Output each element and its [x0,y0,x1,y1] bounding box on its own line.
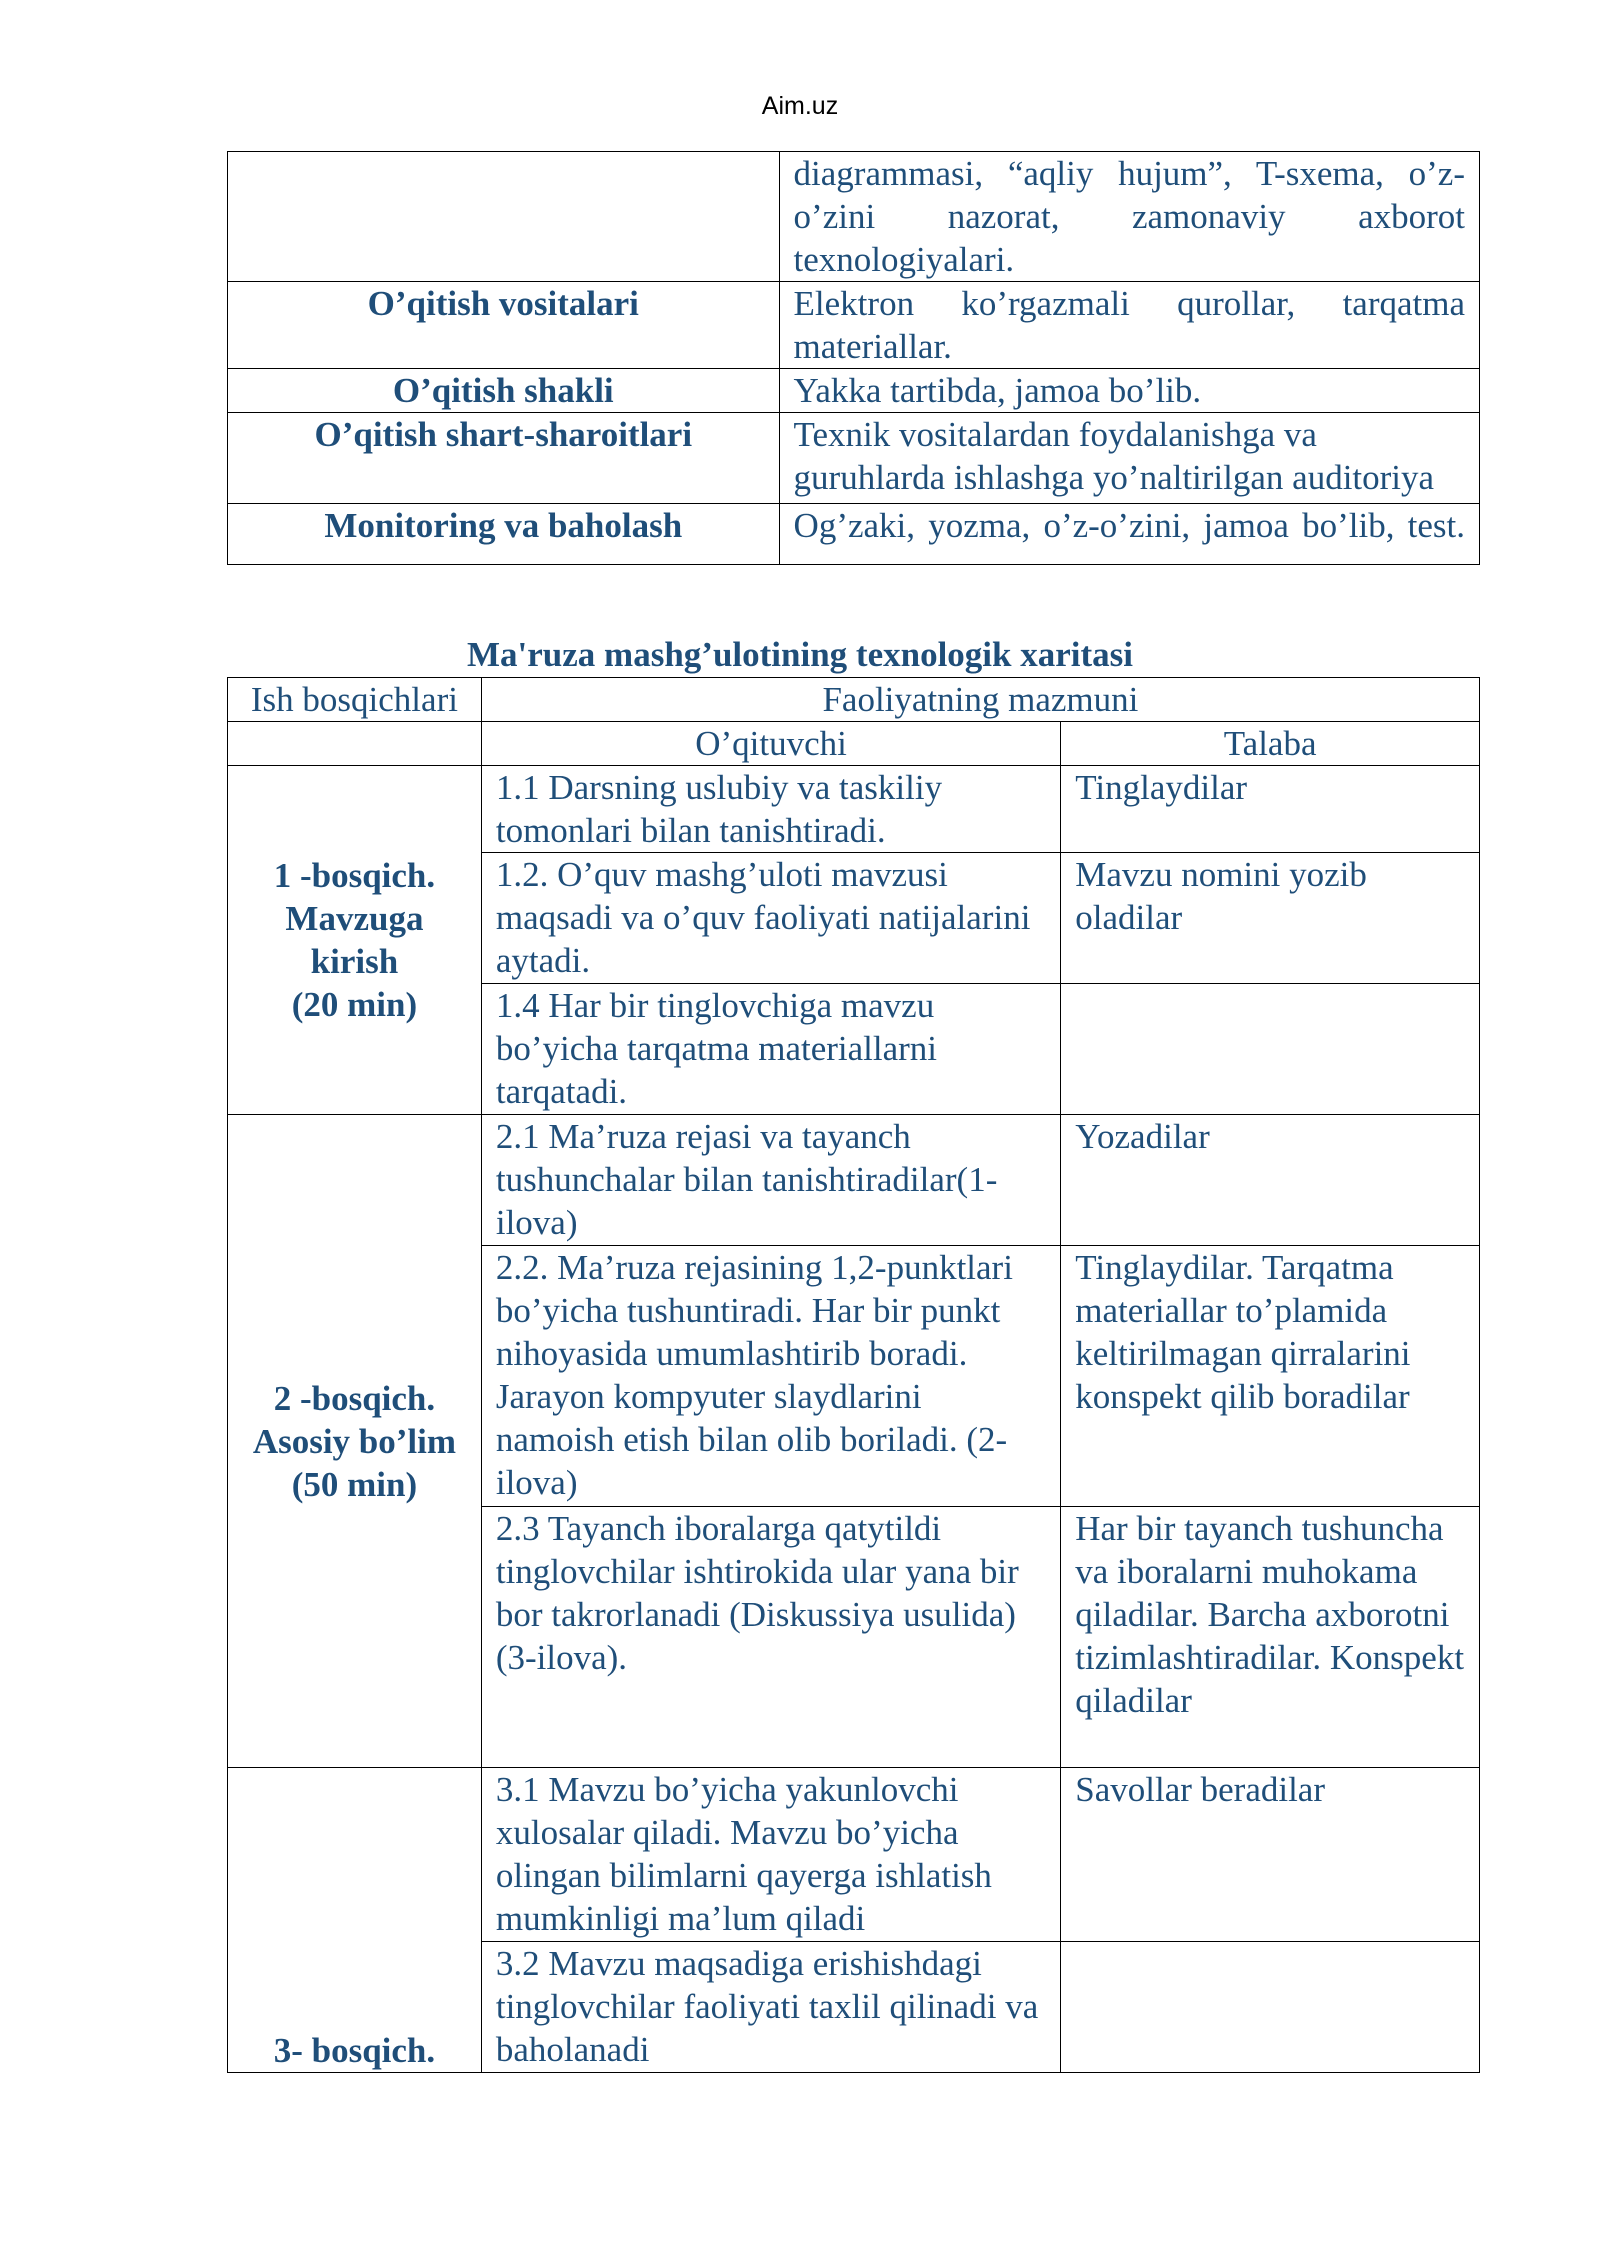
header-content: Faoliyatning mazmuni [481,678,1479,722]
student-activity [1061,984,1480,1115]
info-value: diagrammasi, “aqliy hujum”, T-sxema, o’z-o’zini nazorat, zamonaviy axborot texnologiyalari. [779,152,1479,282]
student-activity [1061,1942,1480,2073]
technology-map-title: Ma'ruza mashg’ulotining texnologik xaritasi [467,635,1133,674]
info-label: O’qitish shart-sharoitlari [228,413,780,504]
info-value: Elektron ko’rgazmali qurollar, tarqatma materiallar. [779,282,1479,369]
stage-title-line: 1 -bosqich. [273,856,436,895]
stage-title-line: Mavzuga [285,899,424,938]
header-teacher: O’qituvchi [481,722,1060,766]
page-header-site: Aim.uz [761,92,839,120]
info-label: O’qitish shakli [228,369,780,413]
teacher-activity: 1.4 Har bir tinglovchiga mavzu bo’yicha tarqatma materiallarni tarqatadi. [481,984,1060,1115]
table-row [228,282,1480,369]
student-activity: Savollar beradilar [1061,1768,1480,1942]
header-empty [228,722,482,766]
teacher-activity: 3.2 Mavzu maqsadiga erishishdagi tinglovchilar faoliyati taxlil qilinadi va baholanadi [481,1942,1060,2073]
table-header-row [228,678,1480,722]
table-row [228,1115,1480,1246]
table-row [228,413,1480,504]
info-label: Monitoring va baholash [228,504,780,565]
stage-title-line: (50 min) [291,1464,418,1504]
student-activity: Har bir tayanch tushuncha va iboralarni muhokama qiladilar. Barcha axborotni tizimlashtiradilar. Konspekt qiladilar [1061,1507,1480,1768]
student-activity: Mavzu nomini yozib oladilar [1061,853,1480,984]
stage-title-line: 3- bosqich. [273,2031,436,2070]
teacher-activity: 2.3 Tayanch iboralarga qatytildi tinglovchilar ishtirokida ular yana bir bor takrorlanadi (Diskussiya usulida) (3-ilova). [481,1507,1060,1768]
student-activity: Tinglaydilar. Tarqatma materiallar to’plamida keltirilmagan qirralarini konspekt qilib boradilar [1061,1246,1480,1507]
teacher-activity: 3.1 Mavzu bo’yicha yakunlovchi xulosalar qiladi. Mavzu bo’yicha olingan bilimlarni qayerga ishlatish mumkinligi ma’lum qiladi [481,1768,1060,1942]
stage-title-line: 2 -bosqich. [273,1378,436,1418]
lesson-info-table [227,151,1480,565]
teacher-activity: 1.2. O’quv mashg’uloti mavzusi maqsadi va o’quv faoliyati natijalarini aytadi. [481,853,1060,984]
teacher-activity: 2.2. Ma’ruza rejasining 1,2-punktlari bo’yicha tushuntiradi. Har bir punkt nihoyasida umumlashtirib boradi. Jarayon kompyuter slaydlarini namoish etish bilan olib boriladi. (2-ilova) [481,1246,1060,1507]
table-row [228,152,1480,282]
teacher-activity: 1.1 Darsning uslubiy va taskiliy tomonlari bilan tanishtiradi. [481,766,1060,853]
table-row [228,504,1480,565]
header-student: Talaba [1061,722,1480,766]
header-stages: Ish bosqichlari [228,678,482,722]
stage-title-line: Asosiy bo’lim [252,1421,457,1461]
stage-title-line: kirish [310,942,399,981]
stage-1-title [228,766,482,1115]
info-value: Yakka tartibda, jamoa bo’lib. [779,369,1479,413]
info-value: Texnik vositalardan foydalanishga va guruhlarda ishlashga yo’naltirilgan auditoriya [779,413,1479,504]
table-row [228,1768,1480,1942]
table-header-row [228,722,1480,766]
student-activity: Tinglaydilar [1061,766,1480,853]
teacher-activity: 2.1 Ma’ruza rejasi va tayanch tushunchalar bilan tanishtiradilar(1-ilova) [481,1115,1060,1246]
student-activity: Yozadilar [1061,1115,1480,1246]
info-label: O’qitish vositalari [228,282,780,369]
stage-title-line: (20 min) [291,985,418,1024]
technology-map-table [227,677,1480,2073]
table-row [228,766,1480,853]
info-label [228,152,780,282]
info-value: Og’zaki, yozma, o’z-o’zini, jamoa bo’lib, test. [779,504,1479,565]
table-row [228,369,1480,413]
stage-2-title [228,1115,482,1768]
stage-3-title [228,1768,482,2073]
